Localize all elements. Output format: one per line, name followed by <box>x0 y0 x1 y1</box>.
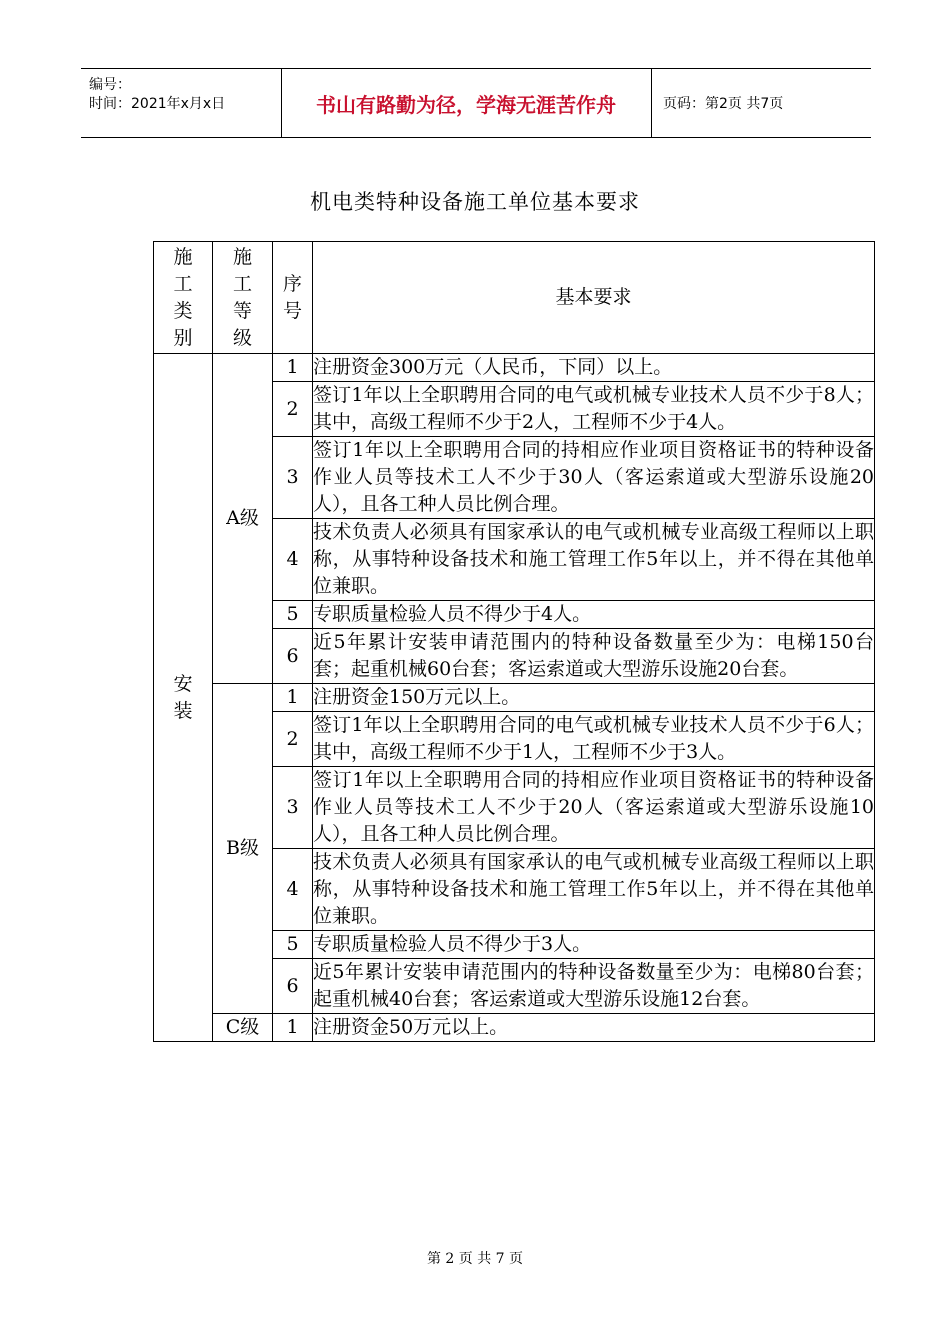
requirement-text: 注册资金150万元以上。 <box>313 684 875 712</box>
requirement-text: 注册资金50万元以上。 <box>313 1014 875 1042</box>
requirement-text: 签订1年以上全职聘用合同的电气或机械专业技术人员不少于8人；其中，高级工程师不少于2人，工程师不少于4人。 <box>313 382 875 437</box>
seq-cell: 6 <box>273 959 313 1014</box>
page-footer: 第 2 页 共 7 页 <box>426 1251 524 1267</box>
date-label: 时间：2021年x月x日 <box>89 96 226 112</box>
seq-cell: 5 <box>273 931 313 959</box>
seq-cell: 2 <box>273 382 313 437</box>
seq-cell: 4 <box>273 519 313 601</box>
requirement-text: 技术负责人必须具有国家承认的电气或机械专业高级工程师以上职称，从事特种设备技术和施工管理工作5年以上，并不得在其他单位兼职。 <box>313 849 875 931</box>
table-row <box>154 1014 875 1042</box>
requirement-text: 近5年累计安装申请范围内的特种设备数量至少为：电梯150台套；起重机械60台套；客运索道或大型游乐设施20台套。 <box>313 629 875 684</box>
doc-number-label: 编号： <box>89 77 131 93</box>
level-cell: A级 <box>213 354 273 684</box>
seq-cell: 1 <box>273 684 313 712</box>
category-cell: 安 装 <box>154 354 213 1042</box>
document-title: 机电类特种设备施工单位基本要求 <box>310 190 640 214</box>
level-cell: C级 <box>213 1014 273 1042</box>
seq-cell: 1 <box>273 354 313 382</box>
header-meta <box>81 69 282 137</box>
requirement-text: 技术负责人必须具有国家承认的电气或机械专业高级工程师以上职称，从事特种设备技术和施工管理工作5年以上，并不得在其他单位兼职。 <box>313 519 875 601</box>
seq-cell: 6 <box>273 629 313 684</box>
level-cell: B级 <box>213 684 273 1014</box>
page-indicator: 页码：第2页 共7页 <box>663 96 784 112</box>
table-header-row <box>154 242 875 354</box>
seq-cell: 3 <box>273 437 313 519</box>
header-seq: 序 号 <box>273 242 313 354</box>
requirement-text: 专职质量检验人员不得少于4人。 <box>313 601 875 629</box>
requirement-text: 近5年累计安装申请范围内的特种设备数量至少为：电梯80台套；起重机械40台套；客运索道或大型游乐设施12台套。 <box>313 959 875 1014</box>
requirement-text: 签订1年以上全职聘用合同的电气或机械专业技术人员不少于6人；其中，高级工程师不少于1人，工程师不少于3人。 <box>313 712 875 767</box>
seq-cell: 1 <box>273 1014 313 1042</box>
seq-cell: 3 <box>273 767 313 849</box>
header-requirement: 基本要求 <box>313 242 875 354</box>
seq-cell: 4 <box>273 849 313 931</box>
table-row <box>154 354 875 382</box>
seq-cell: 2 <box>273 712 313 767</box>
seq-cell: 5 <box>273 601 313 629</box>
requirement-text: 签订1年以上全职聘用合同的持相应作业项目资格证书的特种设备作业人员等技术工人不少于20人（客运索道或大型游乐设施10人），且各工种人员比例合理。 <box>313 767 875 849</box>
requirement-text: 专职质量检验人员不得少于3人。 <box>313 931 875 959</box>
header-motto: 书山有路勤为径，学海无涯苦作舟 <box>281 69 652 137</box>
requirements-table <box>153 241 875 1042</box>
header-category: 施 工 类 别 <box>154 242 213 354</box>
header-level: 施 工 等 级 <box>213 242 273 354</box>
requirement-text: 注册资金300万元（人民币，下同）以上。 <box>313 354 875 382</box>
page-header <box>81 68 871 138</box>
requirement-text: 签订1年以上全职聘用合同的持相应作业项目资格证书的特种设备作业人员等技术工人不少于30人（客运索道或大型游乐设施20人），且各工种人员比例合理。 <box>313 437 875 519</box>
table-row <box>154 684 875 712</box>
